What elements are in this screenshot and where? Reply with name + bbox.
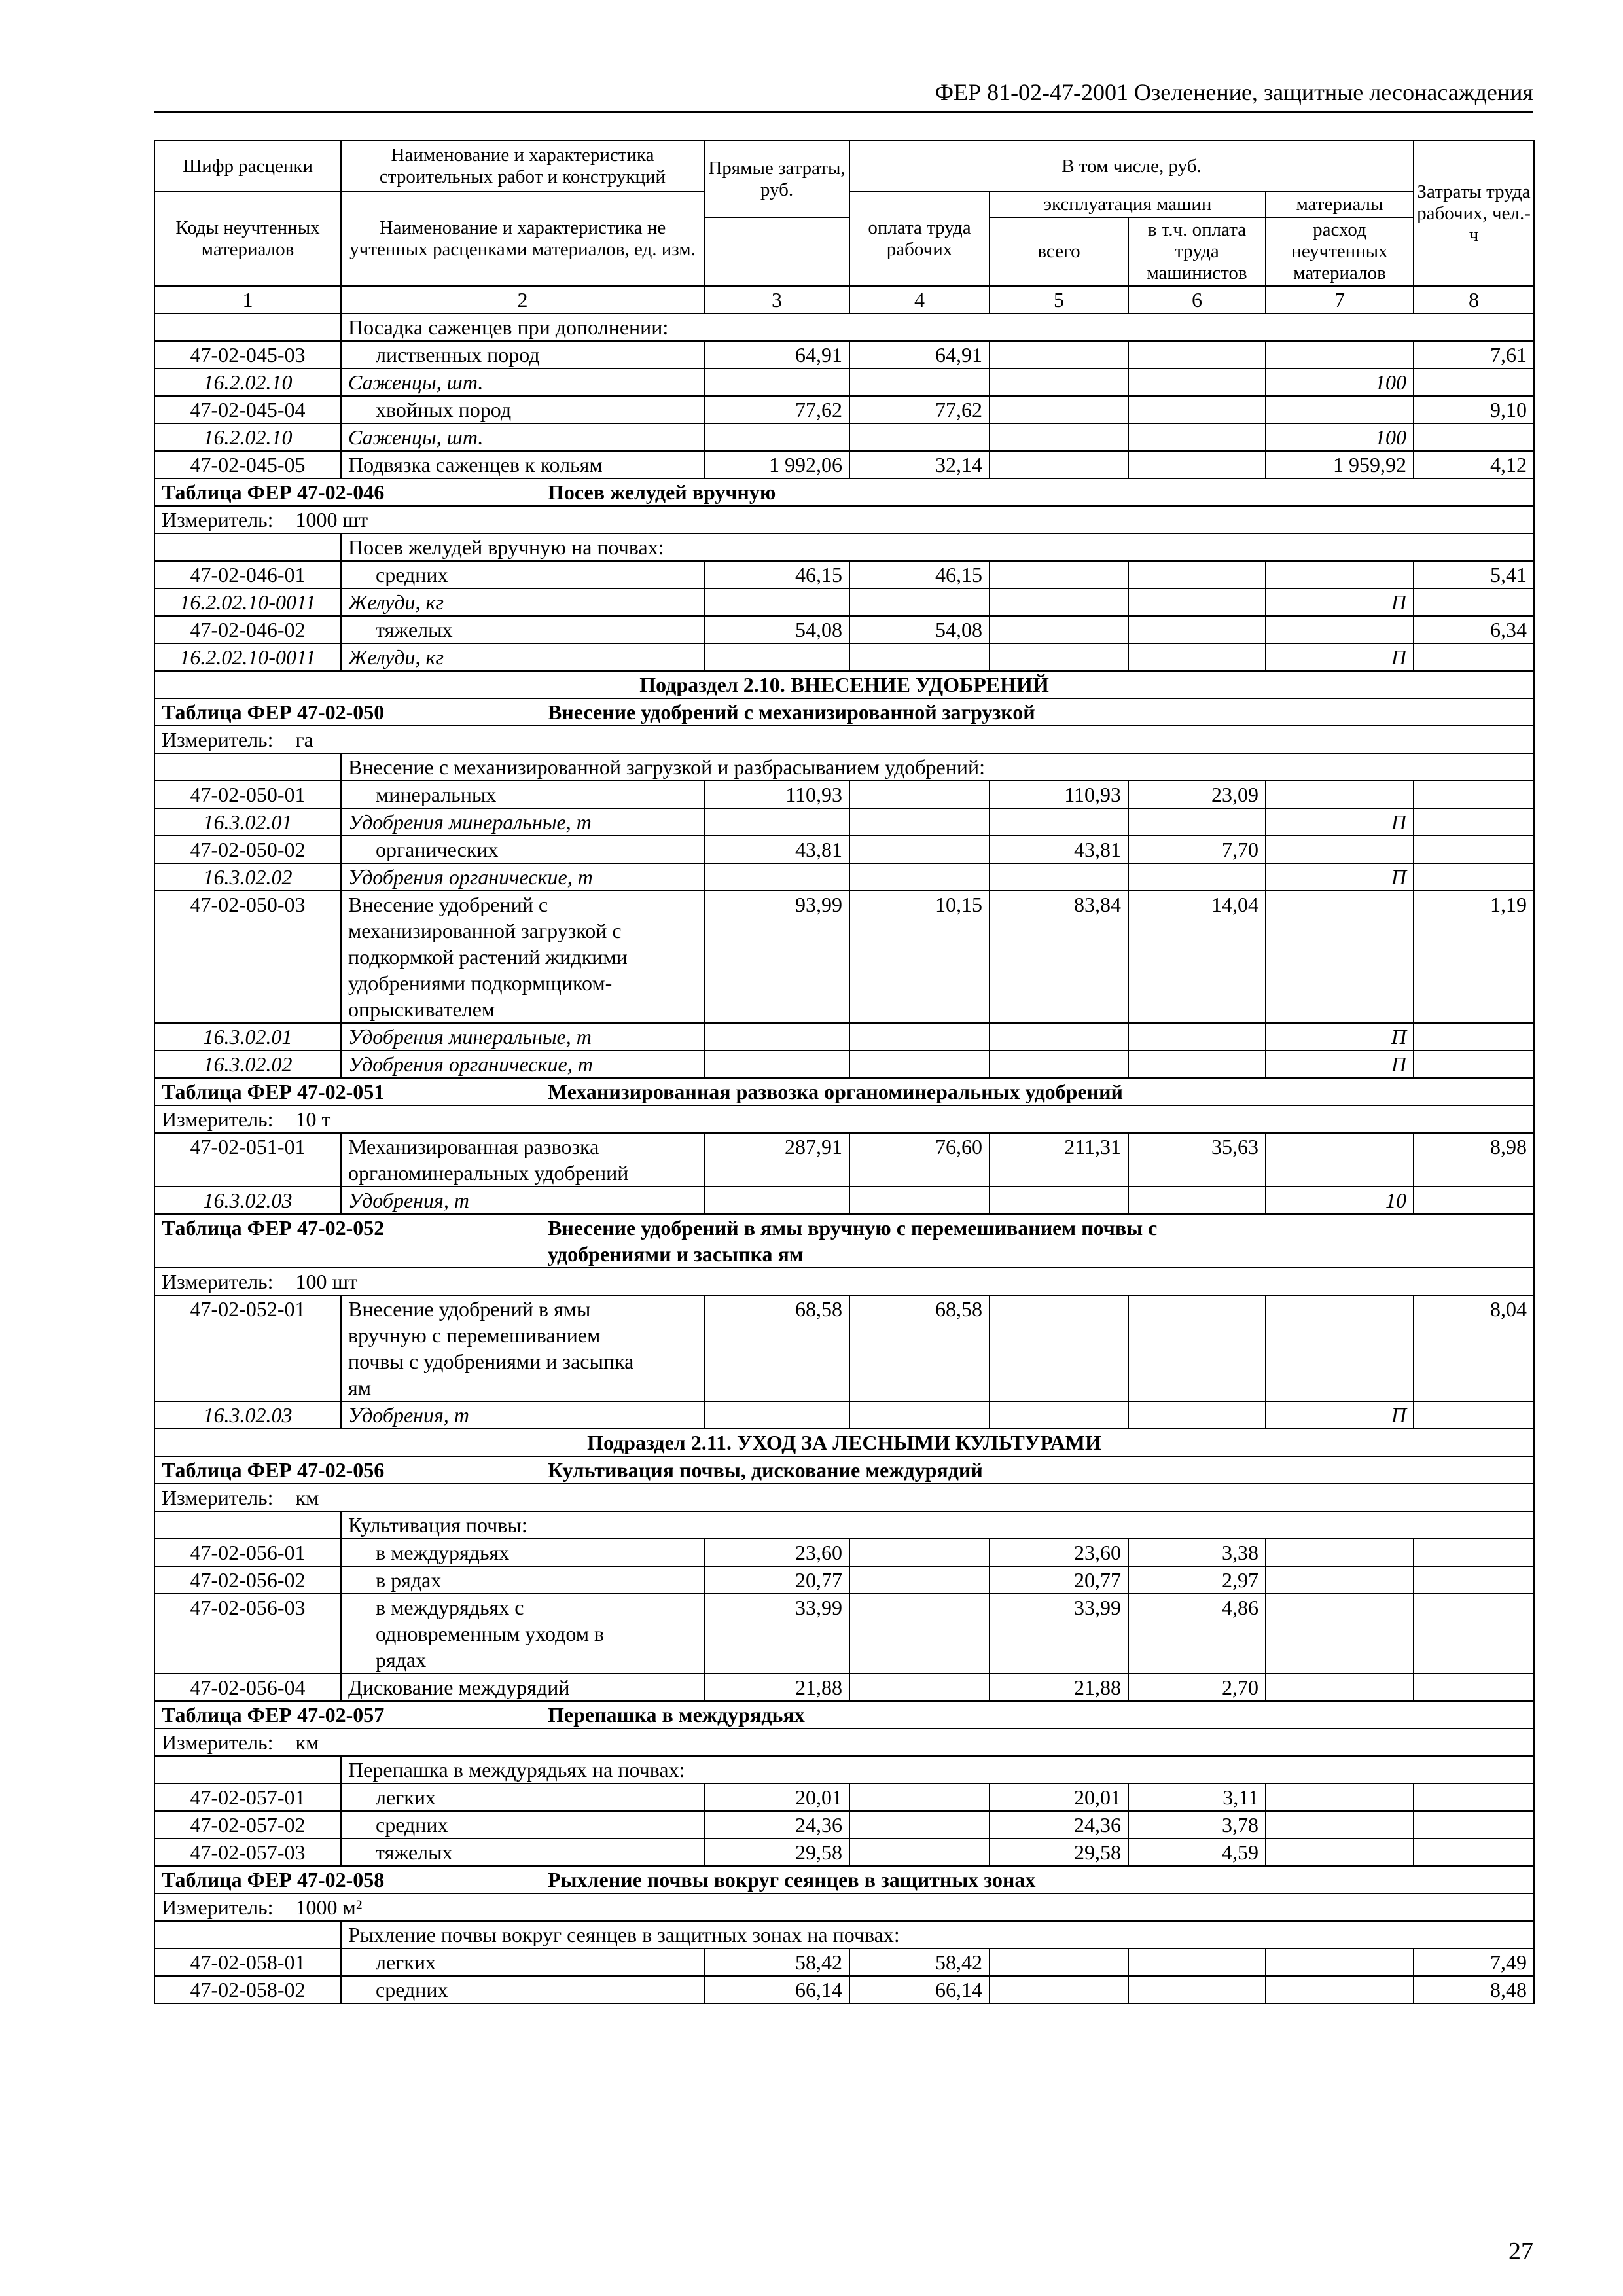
rate-name: тяжелых <box>341 616 704 643</box>
col-number: 2 <box>341 286 704 314</box>
material-row <box>154 1050 1534 1078</box>
rate-code: 47-02-056-02 <box>154 1566 341 1594</box>
machine-wage: 4,59 <box>1128 1839 1266 1866</box>
direct-cost: 21,88 <box>704 1674 849 1701</box>
rate-name: в междурядьях <box>341 1539 704 1566</box>
rate-code: 47-02-046-01 <box>154 561 341 588</box>
rate-name: Дискование междурядий <box>341 1674 704 1701</box>
machine-wage: 3,78 <box>1128 1811 1266 1839</box>
machine-cost: 33,99 <box>990 1594 1128 1674</box>
material-use: П <box>1266 1050 1414 1078</box>
subsection-row <box>154 671 1534 698</box>
direct-cost: 77,62 <box>704 396 849 423</box>
direct-cost: 23,60 <box>704 1539 849 1566</box>
rate-row <box>154 1566 1534 1594</box>
subsection-title: Подраздел 2.10. ВНЕСЕНИЕ УДОБРЕНИЙ <box>154 671 1534 698</box>
rate-row <box>154 1133 1534 1187</box>
col-materials-use: расход неучтенных материалов <box>1266 217 1414 286</box>
direct-cost: 29,58 <box>704 1839 849 1866</box>
measure-label: Измеритель: <box>162 1895 274 1919</box>
material-code: 16.3.02.01 <box>154 1023 341 1050</box>
direct-cost: 54,08 <box>704 616 849 643</box>
rates-table <box>154 140 1535 2004</box>
material-name: Удобрения органические, т <box>341 1050 704 1078</box>
material-name: Саженцы, шт. <box>341 423 704 451</box>
rate-name: тяжелых <box>341 1839 704 1866</box>
col-number: 6 <box>1128 286 1266 314</box>
group-label: Культивация почвы: <box>341 1511 1534 1539</box>
machine-wage: 7,70 <box>1128 836 1266 863</box>
rate-code: 47-02-056-01 <box>154 1539 341 1566</box>
table-number: Таблица ФЕР 47-02-050 <box>162 700 385 724</box>
col-number: 1 <box>154 286 341 314</box>
col-direct: Прямые затраты, руб. <box>704 141 849 217</box>
material-code: 16.3.02.02 <box>154 1050 341 1078</box>
rate-code: 47-02-045-05 <box>154 451 341 478</box>
machine-cost: 20,77 <box>990 1566 1128 1594</box>
material-code: 16.2.02.10-0011 <box>154 643 341 671</box>
rate-row <box>154 1674 1534 1701</box>
material-use: 100 <box>1266 368 1414 396</box>
rate-row <box>154 616 1534 643</box>
rate-row <box>154 1948 1534 1976</box>
rate-name: средних <box>341 561 704 588</box>
machine-wage: 4,86 <box>1128 1594 1266 1674</box>
direct-cost: 20,01 <box>704 1784 849 1811</box>
direct-cost: 287,91 <box>704 1133 849 1187</box>
measure-row <box>154 1105 1534 1133</box>
material-row <box>154 588 1534 616</box>
rate-name: в междурядьях с одновременным уходом в рядах <box>341 1594 704 1674</box>
group-label: Рыхление почвы вокруг сеянцев в защитных зонах на почвах: <box>341 1921 1534 1948</box>
labor-cost: 8,98 <box>1414 1133 1534 1187</box>
measure-row <box>154 726 1534 753</box>
table-title-row <box>154 478 1534 506</box>
subsection-row <box>154 1429 1534 1456</box>
direct-cost: 68,58 <box>704 1295 849 1401</box>
direct-cost: 24,36 <box>704 1811 849 1839</box>
material-code: 16.3.02.01 <box>154 808 341 836</box>
measure-unit: 10 т <box>295 1107 331 1131</box>
material-use: П <box>1266 588 1414 616</box>
rate-name: средних <box>341 1811 704 1839</box>
machine-wage: 35,63 <box>1128 1133 1266 1187</box>
direct-cost: 58,42 <box>704 1948 849 1976</box>
rate-name: лиственных пород <box>341 341 704 368</box>
rate-row <box>154 561 1534 588</box>
direct-cost: 43,81 <box>704 836 849 863</box>
machine-wage: 23,09 <box>1128 781 1266 808</box>
direct-cost: 46,15 <box>704 561 849 588</box>
direct-cost: 93,99 <box>704 891 849 1023</box>
direct-cost: 33,99 <box>704 1594 849 1674</box>
measure-row <box>154 506 1534 533</box>
running-header: ФЕР 81-02-47-2001 Озеленение, защитные лесонасаждения <box>154 73 1533 113</box>
labor-cost: 7,49 <box>1414 1948 1534 1976</box>
machine-wage: 2,97 <box>1128 1566 1266 1594</box>
wage-cost: 32,14 <box>849 451 990 478</box>
group-row <box>154 753 1534 781</box>
rate-code: 47-02-045-04 <box>154 396 341 423</box>
measure-unit: 1000 шт <box>295 508 368 531</box>
material-name: Удобрения, т <box>341 1187 704 1214</box>
measure-row <box>154 1484 1534 1511</box>
rate-row <box>154 1594 1534 1674</box>
table-title-row <box>154 698 1534 726</box>
table-title: Перепашка в междурядьях <box>548 1703 805 1727</box>
group-row <box>154 314 1534 341</box>
rate-code: 47-02-046-02 <box>154 616 341 643</box>
rate-code: 47-02-057-01 <box>154 1784 341 1811</box>
rate-code: 47-02-050-03 <box>154 891 341 1023</box>
rate-name: Внесение удобрений в ямы вручную с перемешиванием почвы с удобрениями и засыпка ям <box>341 1295 704 1401</box>
material-code: 16.2.02.10-0011 <box>154 588 341 616</box>
machine-cost: 23,60 <box>990 1539 1128 1566</box>
rate-row <box>154 891 1534 1023</box>
machine-wage: 2,70 <box>1128 1674 1266 1701</box>
rate-code: 47-02-050-02 <box>154 836 341 863</box>
machine-cost: 83,84 <box>990 891 1128 1023</box>
table-title: Рыхление почвы вокруг сеянцев в защитных зонах <box>548 1868 1036 1892</box>
machine-wage: 3,11 <box>1128 1784 1266 1811</box>
group-row <box>154 1756 1534 1784</box>
table-number: Таблица ФЕР 47-02-052 <box>162 1216 385 1240</box>
table-number: Таблица ФЕР 47-02-046 <box>162 480 385 504</box>
rate-row <box>154 781 1534 808</box>
col-direct-spacer <box>704 217 849 286</box>
rate-code: 47-02-045-03 <box>154 341 341 368</box>
col-wage: оплата труда рабочих <box>849 192 990 286</box>
material-row <box>154 368 1534 396</box>
material-name: Желуди, кг <box>341 643 704 671</box>
labor-cost: 5,41 <box>1414 561 1534 588</box>
table-number: Таблица ФЕР 47-02-051 <box>162 1080 385 1103</box>
rate-row <box>154 341 1534 368</box>
measure-label: Измеритель: <box>162 508 274 531</box>
group-row <box>154 1511 1534 1539</box>
rate-code: 47-02-058-02 <box>154 1976 341 2003</box>
direct-cost: 110,93 <box>704 781 849 808</box>
labor-cost: 8,48 <box>1414 1976 1534 2003</box>
material-code: 16.3.02.03 <box>154 1187 341 1214</box>
measure-label: Измеритель: <box>162 1731 274 1754</box>
table-title: Культивация почвы, дискование междурядий <box>548 1458 983 1482</box>
rate-row <box>154 1976 1534 2003</box>
material-name: Удобрения органические, т <box>341 863 704 891</box>
labor-cost: 4,12 <box>1414 451 1534 478</box>
rate-name: органических <box>341 836 704 863</box>
measure-unit: 100 шт <box>295 1270 358 1293</box>
rate-name: легких <box>341 1948 704 1976</box>
material-use: 10 <box>1266 1187 1414 1214</box>
material-row <box>154 1187 1534 1214</box>
material-row <box>154 1401 1534 1429</box>
measure-unit: км <box>295 1731 319 1754</box>
machine-cost: 110,93 <box>990 781 1128 808</box>
group-row <box>154 1921 1534 1948</box>
col-code: Шифр расценки <box>154 141 341 192</box>
rate-code: 47-02-051-01 <box>154 1133 341 1187</box>
table-title: Внесение удобрений в ямы вручную с перемешиванием почвы с удобрениями и засыпка ям <box>548 1216 1158 1266</box>
machine-cost: 24,36 <box>990 1811 1128 1839</box>
material-name: Удобрения, т <box>341 1401 704 1429</box>
measure-row <box>154 1893 1534 1921</box>
rate-code: 47-02-057-03 <box>154 1839 341 1866</box>
table-number: Таблица ФЕР 47-02-058 <box>162 1868 385 1892</box>
labor-cost: 7,61 <box>1414 341 1534 368</box>
material-use: П <box>1266 863 1414 891</box>
group-label: Внесение с механизированной загрузкой и разбрасыванием удобрений: <box>341 753 1534 781</box>
col-name: Наименование и характеристика строительных работ и конструкций <box>341 141 704 192</box>
wage-cost: 77,62 <box>849 396 990 423</box>
material-code: 16.3.02.03 <box>154 1401 341 1429</box>
rate-row <box>154 1839 1534 1866</box>
table-title: Посев желудей вручную <box>548 480 776 504</box>
group-row <box>154 533 1534 561</box>
col-including: В том числе, руб. <box>849 141 1414 192</box>
wage-cost: 54,08 <box>849 616 990 643</box>
material-row <box>154 423 1534 451</box>
wage-cost: 58,42 <box>849 1948 990 1976</box>
direct-cost: 1 992,06 <box>704 451 849 478</box>
material-code: 16.3.02.02 <box>154 863 341 891</box>
table-title-row <box>154 1866 1534 1893</box>
machine-wage: 14,04 <box>1128 891 1266 1023</box>
material-use: 100 <box>1266 423 1414 451</box>
direct-cost: 66,14 <box>704 1976 849 2003</box>
machine-cost: 43,81 <box>990 836 1128 863</box>
col-number: 3 <box>704 286 849 314</box>
col-number: 5 <box>990 286 1128 314</box>
rate-row <box>154 1784 1534 1811</box>
rate-row <box>154 1811 1534 1839</box>
table-number: Таблица ФЕР 47-02-056 <box>162 1458 385 1482</box>
rate-row <box>154 396 1534 423</box>
material-row <box>154 863 1534 891</box>
table-title-row <box>154 1078 1534 1105</box>
group-label: Посев желудей вручную на почвах: <box>341 533 1534 561</box>
rate-row <box>154 836 1534 863</box>
measure-unit: 1000 м² <box>295 1895 363 1919</box>
col-mat-codes: Коды неучтенных материалов <box>154 192 341 286</box>
measure-row <box>154 1729 1534 1756</box>
group-label: Перепашка в междурядьях на почвах: <box>341 1756 1534 1784</box>
machine-cost: 20,01 <box>990 1784 1128 1811</box>
labor-cost: 8,04 <box>1414 1295 1534 1401</box>
material-name: Желуди, кг <box>341 588 704 616</box>
page-number: 27 <box>1508 2238 1533 2265</box>
rate-name: Внесение удобрений с механизированной загрузкой с подкормкой растений жидкими удобрениями подкормщиком- опрыскивателем <box>341 891 704 1023</box>
material-row <box>154 1023 1534 1050</box>
materials-cost: 1 959,92 <box>1266 451 1414 478</box>
material-use: П <box>1266 1023 1414 1050</box>
measure-label: Измеритель: <box>162 728 274 751</box>
measure-row <box>154 1268 1534 1295</box>
labor-cost: 1,19 <box>1414 891 1534 1023</box>
rate-row <box>154 1295 1534 1401</box>
rate-name: Механизированная развозка органоминеральных удобрений <box>341 1133 704 1187</box>
rate-row <box>154 451 1534 478</box>
rate-name: средних <box>341 1976 704 2003</box>
col-materials: материалы <box>1266 192 1414 217</box>
rate-code: 47-02-052-01 <box>154 1295 341 1401</box>
material-row <box>154 643 1534 671</box>
rate-name: минеральных <box>341 781 704 808</box>
header-row <box>154 141 1534 192</box>
rate-code: 47-02-056-03 <box>154 1594 341 1674</box>
material-name: Удобрения минеральные, т <box>341 1023 704 1050</box>
measure-unit: км <box>295 1486 319 1509</box>
measure-label: Измеритель: <box>162 1107 274 1131</box>
measure-label: Измеритель: <box>162 1486 274 1509</box>
col-number: 7 <box>1266 286 1414 314</box>
rate-name: Подвязка саженцев к кольям <box>341 451 704 478</box>
material-code: 16.2.02.10 <box>154 368 341 396</box>
table-title: Механизированная развозка органоминеральных удобрений <box>548 1080 1123 1103</box>
material-name: Саженцы, шт. <box>341 368 704 396</box>
material-use: П <box>1266 1401 1414 1429</box>
column-numbers-row <box>154 286 1534 314</box>
measure-unit: га <box>295 728 313 751</box>
rate-code: 47-02-058-01 <box>154 1948 341 1976</box>
wage-cost: 46,15 <box>849 561 990 588</box>
measure-label: Измеритель: <box>162 1270 274 1293</box>
table-title-row <box>154 1214 1534 1268</box>
col-machine-total: всего <box>990 217 1128 286</box>
material-name: Удобрения минеральные, т <box>341 808 704 836</box>
material-use: П <box>1266 808 1414 836</box>
col-labor: Затраты труда рабочих, чел.-ч <box>1414 141 1534 286</box>
rate-row <box>154 1539 1534 1566</box>
rate-code: 47-02-057-02 <box>154 1811 341 1839</box>
rate-code: 47-02-050-01 <box>154 781 341 808</box>
wage-cost: 10,15 <box>849 891 990 1023</box>
rate-name: легких <box>341 1784 704 1811</box>
material-code: 16.2.02.10 <box>154 423 341 451</box>
machine-cost: 21,88 <box>990 1674 1128 1701</box>
machine-cost: 211,31 <box>990 1133 1128 1187</box>
col-number: 8 <box>1414 286 1534 314</box>
col-machine: эксплуатация машин <box>990 192 1266 217</box>
rate-name: в рядах <box>341 1566 704 1594</box>
rate-name: хвойных пород <box>341 396 704 423</box>
material-row <box>154 808 1534 836</box>
direct-cost: 64,91 <box>704 341 849 368</box>
col-machine-wage: в т.ч. оплата труда машинистов <box>1128 217 1266 286</box>
col-number: 4 <box>849 286 990 314</box>
col-mat-name: Наименование и характеристика не учтенных расценками материалов, ед. изм. <box>341 192 704 286</box>
table-title-row <box>154 1456 1534 1484</box>
table-title: Внесение удобрений с механизированной загрузкой <box>548 700 1035 724</box>
labor-cost: 6,34 <box>1414 616 1534 643</box>
wage-cost: 68,58 <box>849 1295 990 1401</box>
rate-code: 47-02-056-04 <box>154 1674 341 1701</box>
subsection-title: Подраздел 2.11. УХОД ЗА ЛЕСНЫМИ КУЛЬТУРАМИ <box>154 1429 1534 1456</box>
table-number: Таблица ФЕР 47-02-057 <box>162 1703 385 1727</box>
direct-cost: 20,77 <box>704 1566 849 1594</box>
wage-cost: 76,60 <box>849 1133 990 1187</box>
labor-cost: 9,10 <box>1414 396 1534 423</box>
machine-wage: 3,38 <box>1128 1539 1266 1566</box>
table-title-row <box>154 1701 1534 1729</box>
material-use: П <box>1266 643 1414 671</box>
wage-cost: 64,91 <box>849 341 990 368</box>
group-label: Посадка саженцев при дополнении: <box>341 314 1534 341</box>
wage-cost: 66,14 <box>849 1976 990 2003</box>
machine-cost: 29,58 <box>990 1839 1128 1866</box>
